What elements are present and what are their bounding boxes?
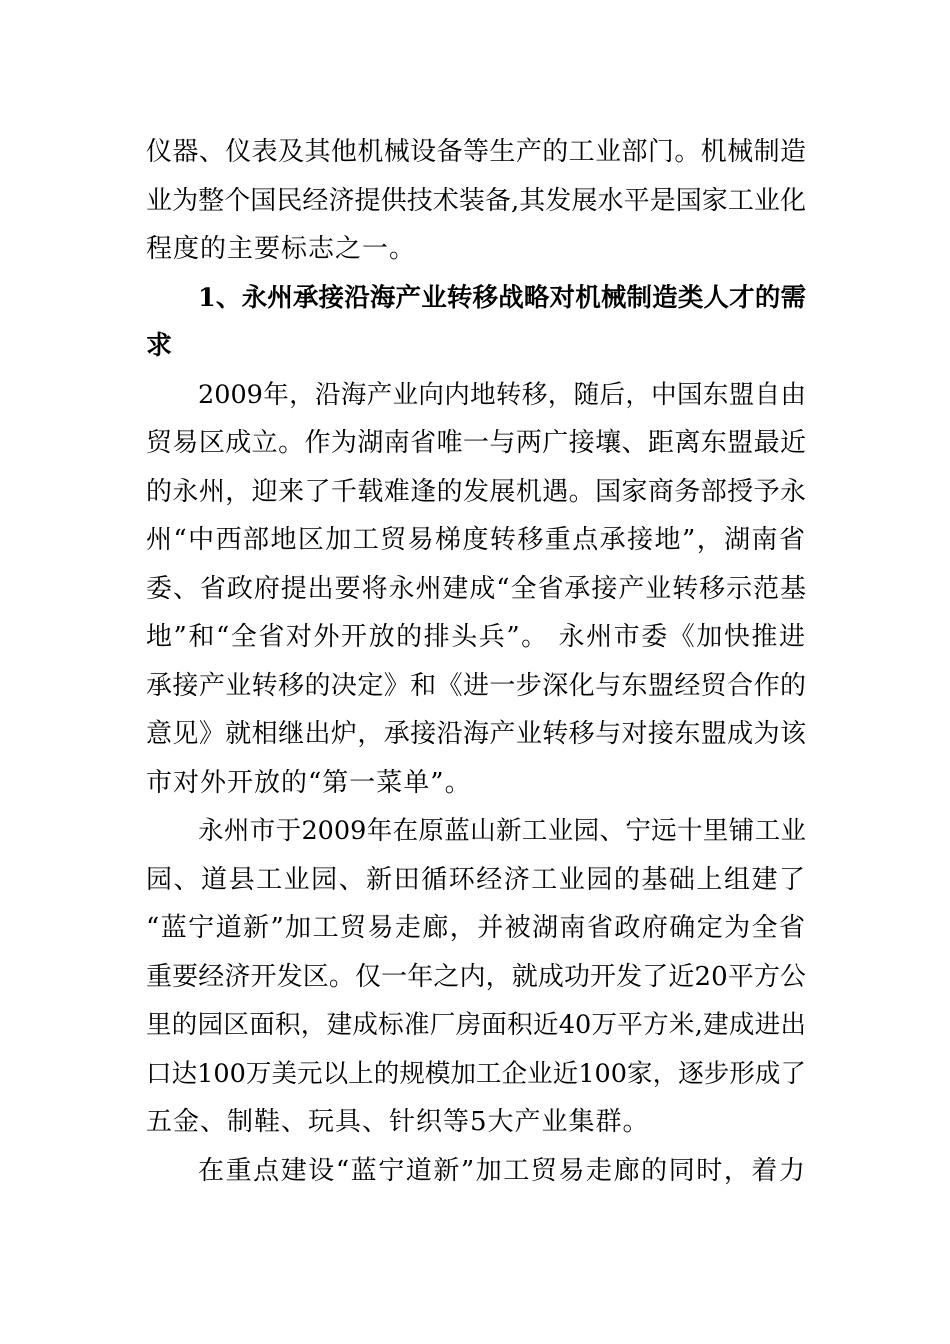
text-line: 程度的主要标志之一。: [146, 234, 417, 264]
paragraph-2009: [146, 371, 806, 808]
paragraph-intro: [146, 128, 806, 274]
text-line: 口达100万美元以上的规模加工企业近100家，逐步形成了: [146, 1058, 806, 1089]
text-line: 永州市于2009年在原蓝山新工业园、宁远十里铺工业: [198, 816, 806, 846]
paragraph-continuing: [146, 1147, 806, 1196]
text-line: 委、省政府提出要将永州建成“全省承接产业转移示范基: [146, 573, 806, 604]
text-line: 承接产业转移的决定》和《进一步深化与东盟经贸合作的: [146, 670, 806, 701]
text-line: 仪器、仪表及其他机械设备等生产的工业部门。机械制造: [146, 137, 806, 167]
document-body: [146, 128, 806, 1195]
text-line: 园、道县工业园、新田循环经济工业园的基础上组建了: [146, 864, 806, 895]
text-line: 在重点建设“蓝宁道新”加工贸易走廊的同时，着力: [198, 1155, 806, 1186]
text-line: 里的园区面积，建成标准厂房面积近40万平方米,建成进出: [146, 1010, 806, 1040]
text-line: 意见》就相继出炉，承接沿海产业转移与对接东盟成为该: [146, 719, 806, 749]
text-line: “蓝宁道新”加工贸易走廊，并被湖南省政府确定为全省: [146, 913, 806, 943]
paragraph-yongzhou: [146, 807, 806, 1147]
text-line: 地”和“全省对外开放的排头兵”。 永州市委《加快推进: [146, 622, 806, 652]
section-heading: [146, 274, 806, 371]
text-line: 的永州，迎来了千载难逢的发展机遇。国家商务部授予永: [146, 476, 806, 507]
text-line: 重要经济开发区。仅一年之内，就成功开发了近20平方公: [146, 961, 806, 992]
text-line: 州“中西部地区加工贸易梯度转移重点承接地”，湖南省: [146, 525, 806, 555]
text-line: 业为整个国民经济提供技术装备,其发展水平是国家工业化: [146, 185, 806, 216]
text-line: 市对外开放的“第一菜单”。: [146, 767, 472, 798]
text-line: 2009年，沿海产业向内地转移，随后，中国东盟自由: [198, 379, 806, 410]
heading-line: 1、永州承接沿海产业转移战略对机械制造类人才的需: [198, 282, 806, 313]
text-line: 五金、制鞋、玩具、针织等5大产业集群。: [146, 1107, 650, 1137]
heading-line: 求: [146, 331, 173, 361]
text-line: 贸易区成立。作为湖南省唯一与两广接壤、距离东盟最近: [146, 428, 806, 458]
